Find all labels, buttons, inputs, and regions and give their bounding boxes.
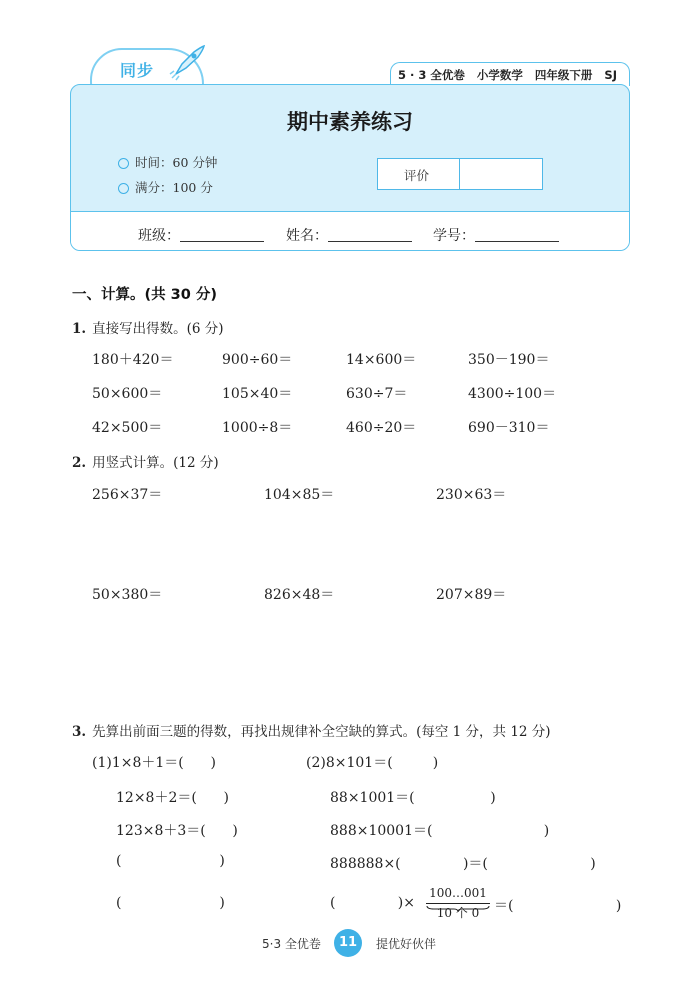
series-label: 5 · 3 全优卷 小学数学 四年级下册 SJ <box>398 68 617 82</box>
footer-slogan: 提优好伙伴 <box>376 937 437 951</box>
page-number: 11 <box>334 929 362 957</box>
expression: 105×40＝ <box>222 386 293 402</box>
expression: 42×500＝ <box>92 420 163 436</box>
expression: 180＋420＝ <box>92 352 174 368</box>
pattern-line: ( ) <box>116 895 225 911</box>
expression: 50×600＝ <box>92 386 163 402</box>
class-label: 班级： <box>138 228 180 244</box>
pattern-line: 88×1001＝( ) <box>330 790 496 806</box>
expression: 630÷7＝ <box>346 386 408 402</box>
pattern-line: (1)1×8＋1＝( ) <box>92 755 216 771</box>
question-number: 3. <box>72 724 87 740</box>
pattern-line: ( ) <box>116 853 225 869</box>
time-row <box>118 153 217 171</box>
question-text: 先算出前面三题的得数，再找出规律补全空缺的算式。(每空 1 分，共 12 分) <box>92 724 551 740</box>
section-title: 一、计算。(共 30 分) <box>72 287 218 303</box>
expression: 50×380＝ <box>92 587 163 603</box>
rocket-icon <box>168 42 208 82</box>
check-icon <box>118 183 129 194</box>
clock-icon <box>118 158 129 169</box>
pattern-line: 123×8＋3＝( ) <box>116 823 238 839</box>
question-number: 2. <box>72 455 87 471</box>
name-label: 姓名： <box>286 228 328 244</box>
pattern-line: 888×10001＝( ) <box>330 823 550 839</box>
question-number: 1. <box>72 321 87 337</box>
question-3 <box>72 720 551 740</box>
page-title: 期中素养练习 <box>287 110 413 134</box>
fraction-bottom: 10 个 0 <box>436 906 480 920</box>
score-row <box>118 178 213 196</box>
question-1 <box>72 317 224 337</box>
expression: 350－190＝ <box>468 352 550 368</box>
pattern-line: 888888×( )＝( ) <box>330 856 596 872</box>
name-blank[interactable] <box>328 241 412 242</box>
fraction-top: 100…001 <box>429 886 487 900</box>
expression: 207×89＝ <box>436 587 507 603</box>
expression: 256×37＝ <box>92 487 163 503</box>
class-field <box>138 225 264 245</box>
pattern-line: ＝( ) <box>494 898 622 914</box>
full-score-text: 满分：100 分 <box>135 180 213 195</box>
evaluation-label: 评价 <box>404 168 430 183</box>
student-no-field <box>433 225 559 245</box>
pattern-line: (2)8×101＝( ) <box>306 755 439 771</box>
pattern-line: 12×8＋2＝( ) <box>116 790 229 806</box>
question-2 <box>72 451 219 471</box>
question-text: 用竖式计算。(12 分) <box>92 455 219 471</box>
expression: 690－310＝ <box>468 420 550 436</box>
expression: 826×48＝ <box>264 587 335 603</box>
expression: 1000÷8＝ <box>222 420 293 436</box>
student-no-label: 学号： <box>433 228 475 244</box>
expression: 14×600＝ <box>346 352 417 368</box>
badge-line-1: 同步 <box>120 61 155 80</box>
student-no-blank[interactable] <box>475 241 559 242</box>
pattern-line: ( )× <box>330 895 415 911</box>
expression: 4300÷100＝ <box>468 386 557 402</box>
expression: 230×63＝ <box>436 487 507 503</box>
expression: 460÷20＝ <box>346 420 417 436</box>
time-text: 时间：60 分钟 <box>135 155 218 170</box>
question-text: 直接写出得数。(6 分) <box>92 321 224 337</box>
footer-brand: 5·3 全优卷 <box>262 937 321 951</box>
expression: 104×85＝ <box>264 487 335 503</box>
evaluation-box <box>377 158 543 190</box>
class-blank[interactable] <box>180 241 264 242</box>
evaluation-divider <box>459 158 460 190</box>
expression: 900÷60＝ <box>222 352 293 368</box>
name-field <box>286 225 412 245</box>
